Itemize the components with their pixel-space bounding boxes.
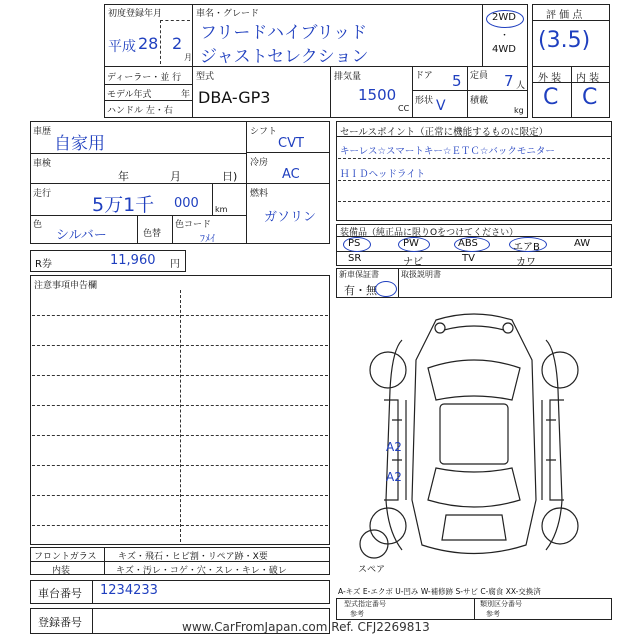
capacity-unit: 人 [516, 81, 526, 91]
handle-label: ハンドル 左・右 [107, 106, 173, 116]
equip-pw: PW [403, 238, 419, 249]
door-value: 5 [452, 72, 462, 90]
selling-line-1: キーレス☆スマートキー☆ＥＴＣ☆バックモニター [340, 146, 555, 157]
fuel-label: 燃料 [250, 189, 269, 199]
door-label: ドア [415, 71, 433, 81]
type-spec-label: 型式指定番号 [344, 600, 386, 608]
chassis-value: 1234233 [100, 583, 158, 598]
eval-score: (3.5) [538, 28, 591, 53]
displacement-label: 排気量 [334, 72, 362, 82]
exterior-grade: C [543, 85, 559, 110]
color-label: 色 [33, 220, 43, 230]
interior-grade: C [582, 85, 598, 110]
car-name: フリードハイブリッド [200, 23, 368, 43]
windshield-label: フロントガラス [34, 552, 97, 562]
windshield-value: キズ・飛石・ヒビ割・リペア跡・X要 [118, 552, 268, 562]
drive-2wd: 2WD [492, 12, 516, 23]
interior-label: 内 装 [576, 73, 600, 84]
watermark: www.CarFromJapan.com Ref. CFJ2269813 [182, 620, 430, 634]
damage-mark-1: A2 [386, 440, 402, 454]
car-diagram [336, 300, 612, 578]
recycle-value: 11,960 [110, 253, 156, 268]
cooler-label: 冷房 [250, 158, 269, 168]
cooler-value: AC [282, 167, 300, 182]
usage-label: 車歴 [33, 127, 52, 137]
dealer-label: ディーラー・並 行 [107, 73, 182, 83]
manual-label: 取扱説明書 [401, 270, 441, 279]
interior-cond-label: 内装 [52, 566, 71, 576]
recycle-unit: 円 [170, 259, 180, 270]
capacity-label: 定員 [470, 71, 489, 81]
equipment-label: 装備品（純正品に限りOをつけてください） [340, 228, 519, 238]
month-value: 2 [172, 34, 183, 53]
equip-navi: ナビ [403, 257, 423, 268]
usage-value: 自家用 [54, 134, 105, 154]
damage-legend: A-キズ E-エクボ U-凹み W-補修跡 S-サビ C-腐食 XX-交換済 [338, 587, 541, 596]
equip-abs: ABS [458, 238, 478, 249]
load-label: 積載 [470, 96, 489, 106]
mileage-unit: km [215, 205, 228, 214]
eval-label: 評 価 点 [546, 10, 583, 21]
recycle-label: R券 [35, 259, 52, 270]
chassis-label: 車台番号 [38, 587, 82, 600]
shift-value: CVT [278, 136, 304, 151]
selling-points-label: セールスポイント（正常に機能するものに限定） [340, 127, 549, 138]
era-value: 平成 [108, 39, 136, 55]
color-code-value: ﾌﾒｲ [200, 234, 215, 245]
recycle-block [30, 250, 186, 272]
selling-line-2: ＨＩＤヘッドライト [340, 169, 426, 180]
equip-tv: TV [462, 253, 475, 264]
equip-leather: カワ [516, 257, 536, 268]
mileage-rest: 000 [174, 196, 199, 211]
load-unit: kg [514, 106, 524, 115]
shape-value: V [436, 98, 446, 114]
inspection-month: 月 [170, 170, 181, 183]
color-value: シルバー [56, 228, 107, 243]
year-value: 28 [138, 34, 159, 53]
month-unit: 月 [184, 53, 192, 62]
warranty-label: 新車保証書 [339, 270, 379, 279]
spare-label: スペア [358, 565, 386, 575]
equip-ps: PS [348, 238, 361, 249]
model-year-unit: 年 [181, 90, 191, 100]
color-code-label: 色コード [175, 220, 212, 230]
shape-label: 形状 [415, 96, 434, 106]
displacement-value: 1500 [358, 86, 397, 104]
fuel-value: ガソリン [264, 210, 317, 225]
mileage-value: 5万1千 [92, 194, 155, 216]
first-reg-label: 初度登録年月 [108, 9, 163, 19]
type-value: DBA-GP3 [198, 88, 271, 107]
interior-cond-value: キズ・汚レ・コゲ・穴・スレ・キレ・破レ [116, 566, 287, 576]
drive-4wd: 4WD [492, 44, 516, 55]
model-year-label: モデル年式 [107, 90, 152, 100]
inspection-label: 車検 [33, 159, 52, 169]
name-grade-label: 車名・グレード [196, 9, 260, 19]
drive-dot: ・ [500, 31, 510, 41]
shift-label: シフト [250, 127, 278, 137]
exterior-label: 外 装 [538, 73, 562, 84]
class-ref: 参考 [486, 610, 500, 618]
displacement-unit: CC [398, 104, 410, 113]
notes-label: 注意事項申告欄 [34, 281, 98, 291]
warranty-circle [375, 281, 397, 297]
equip-aw: AW [574, 238, 591, 249]
type-label: 型式 [196, 72, 215, 82]
equip-airbag: エアB [513, 242, 540, 253]
class-label: 類別区分番号 [480, 600, 522, 608]
registration-label: 登録番号 [38, 616, 82, 629]
inspection-year: 年 [118, 170, 129, 183]
inspection-day: 日) [222, 170, 238, 183]
equip-sr: SR [348, 253, 362, 264]
warranty-value: 有・無 [344, 284, 377, 297]
grade-value: ジャストセレクション [200, 47, 369, 67]
mileage-label: 走行 [33, 189, 52, 199]
repaint-label: 色替 [143, 229, 162, 239]
capacity-value: 7 [504, 72, 514, 90]
type-spec-ref: 参考 [350, 610, 364, 618]
damage-mark-2: A2 [386, 470, 402, 484]
